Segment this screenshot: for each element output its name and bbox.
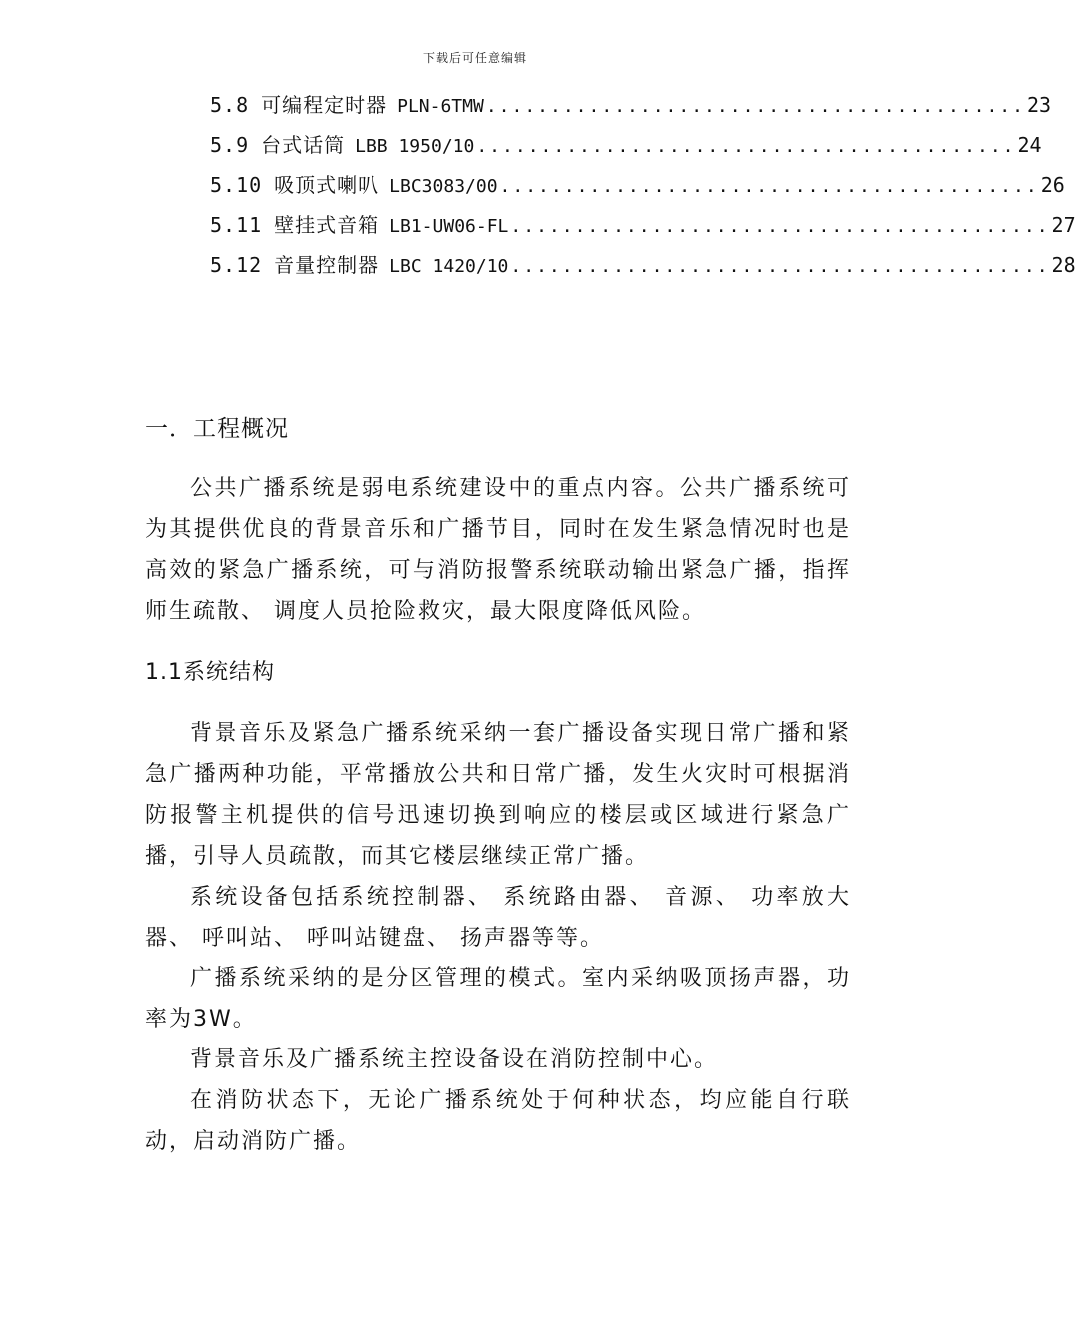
toc-entry-model: LBC 1420/10 — [389, 256, 509, 277]
subsection-heading: 1.1系统结构 — [145, 660, 275, 685]
toc-entry-page: 26 — [1040, 173, 1065, 197]
toc-entry-model: LB1-UW06-FL — [389, 216, 509, 237]
body-paragraph: 背景音乐及紧急广播系统采纳一套广播设备实现日常广播和紧急广播两种功能，平常播放公共和日常广播，发生火灾时可根据消防报警主机提供的信号迅速切换到响应的楼层或区域进行紧急广播，引导人员疏散，而其它楼层继续正常广播。 — [145, 721, 851, 869]
toc-dot-leader: .......................................... — [510, 216, 1050, 237]
toc-entry-number: 5.10 — [210, 173, 263, 197]
toc-dot-leader: .......................................... — [485, 96, 1025, 117]
body-paragraph: 在消防状态下，无论广播系统处于何种状态，均应能自行联动，启动消防广播。 — [145, 1088, 851, 1154]
toc-entry-number: 5.9 — [210, 133, 250, 157]
toc-entry[interactable] — [210, 88, 1052, 128]
toc-entry-title: 台式话筒 — [261, 133, 346, 157]
toc-entry[interactable] — [210, 128, 1042, 168]
toc-entry-title: 音量控制器 — [274, 253, 380, 277]
toc-dot-leader: .......................................... — [510, 256, 1050, 277]
toc-entry[interactable] — [210, 248, 1076, 288]
toc-entry-title: 壁挂式音箱 — [274, 213, 380, 237]
toc-dot-leader: .......................................... — [499, 176, 1039, 197]
body-paragraph: 广播系统采纳的是分区管理的模式。室内采纳吸顶扬声器，功率为3W。 — [145, 966, 851, 1032]
toc-entry-title: 吸顶式喇叭 — [274, 173, 380, 197]
toc-entry-number: 5.11 — [210, 213, 263, 237]
toc-entry-title: 可编程定时器 — [261, 93, 388, 117]
section-heading: 一．工程概况 — [145, 416, 289, 442]
table-of-contents — [210, 88, 1076, 288]
toc-entry-page: 27 — [1051, 213, 1076, 237]
toc-entry-number: 5.8 — [210, 93, 250, 117]
toc-entry-page: 23 — [1026, 93, 1052, 117]
toc-entry-page: 24 — [1017, 133, 1042, 157]
toc-entry-model: LBC3083/00 — [389, 176, 498, 197]
toc-entry-model: PLN-6TMW — [397, 96, 484, 117]
toc-entry-model: LBB 1950/10 — [355, 136, 475, 157]
intro-paragraph: 公共广播系统是弱电系统建设中的重点内容。公共广播系统可为其提供优良的背景音乐和广播节目，同时在发生紧急情况时也是高效的紧急广播系统，可与消防报警系统联动输出紧急广播，指挥师生疏散、 调度人员抢险救灾，最大限度降低风险。 — [145, 476, 851, 624]
body-paragraph: 背景音乐及广播系统主控设备设在消防控制中心。 — [190, 1047, 719, 1072]
toc-entry-page: 28 — [1051, 253, 1076, 277]
toc-entry[interactable] — [210, 208, 1076, 248]
page-header-note: 下载后可任意编辑 — [422, 51, 527, 65]
body-paragraph: 系统设备包括系统控制器、 系统路由器、 音源、 功率放大器、 呼叫站、 呼叫站键盘、 扬声器等等。 — [145, 885, 851, 951]
toc-entry[interactable] — [210, 168, 1065, 208]
toc-dot-leader: .......................................... — [476, 136, 1016, 157]
toc-entry-number: 5.12 — [210, 253, 263, 277]
